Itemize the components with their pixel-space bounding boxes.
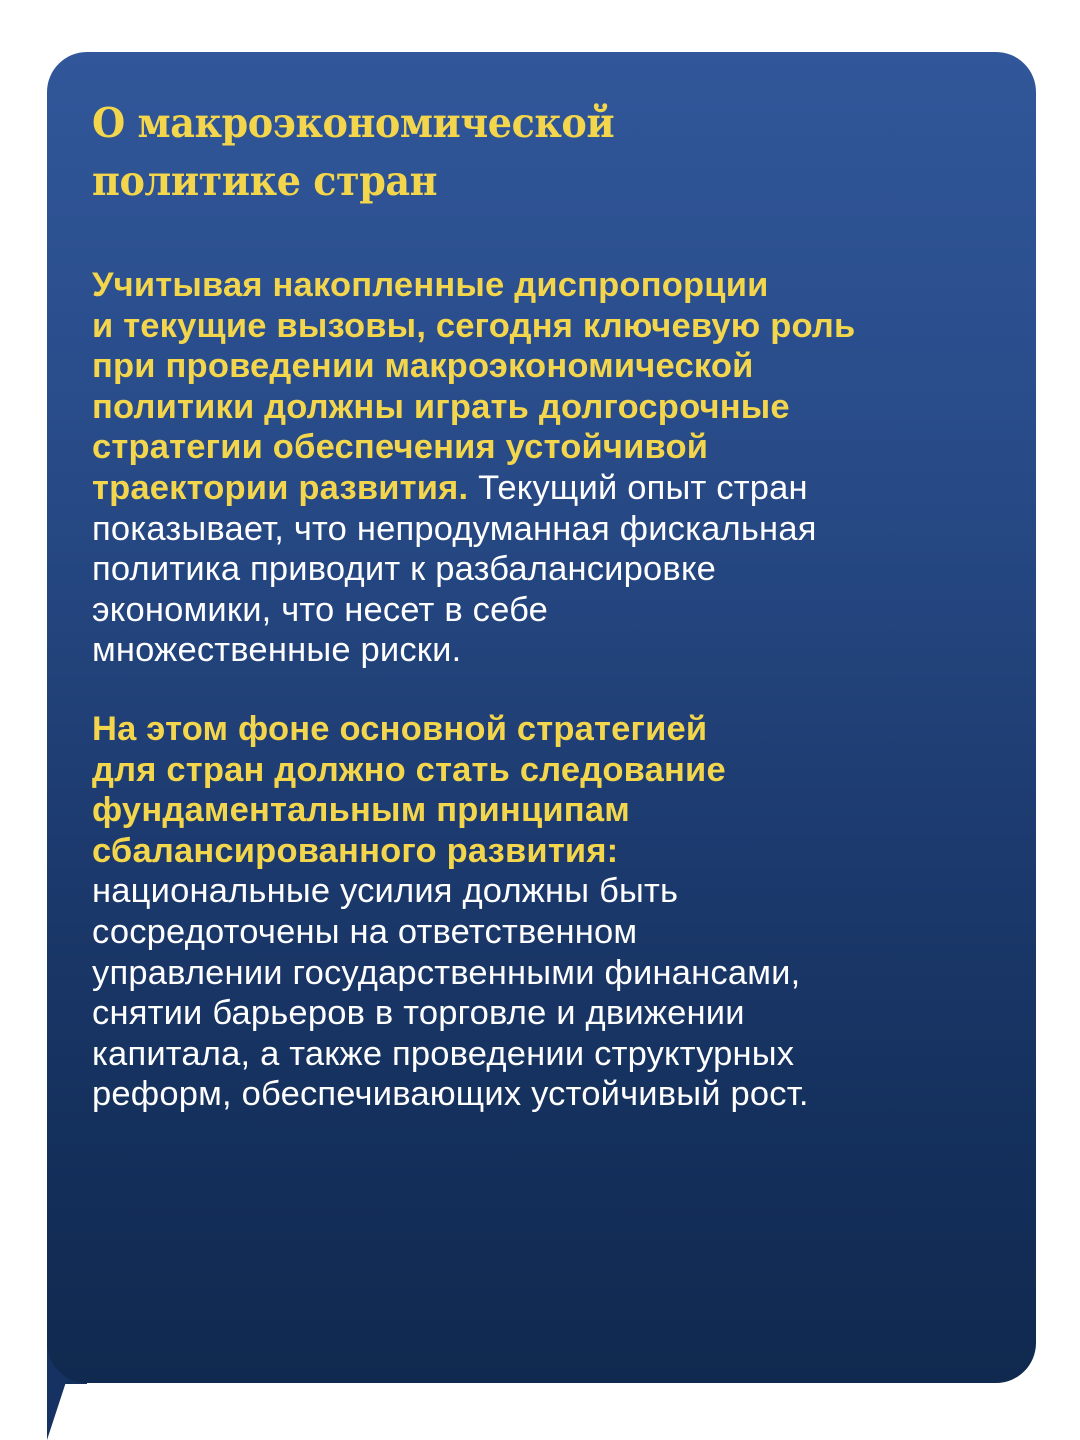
- p1-highlight-line: политики должны играть долгосрочные: [92, 387, 790, 426]
- p2-highlight-line: сбалансированного развития:: [92, 831, 619, 870]
- p2-highlight-line: для стран должно стать следование: [92, 750, 726, 789]
- p2-highlight-line: фундаментальным принципам: [92, 791, 630, 830]
- p1-highlight-line: Учитывая накопленные диспропорции: [92, 266, 769, 304]
- p1-highlight-line: стратегии обеспечения устойчивой: [92, 428, 709, 467]
- title-line-1: О макроэкономической: [92, 99, 615, 147]
- p2-normal-line: управлении государственными финансами,: [92, 953, 801, 992]
- title-line-2: политике стран: [92, 157, 438, 205]
- p1-mixed-line: [92, 468, 1042, 509]
- paragraph-2: [92, 709, 1042, 1115]
- p1-highlight-line: и текущие вызовы, сегодня ключевую роль: [92, 306, 856, 345]
- p1-normal-line: политика приводит к разбалансировке: [92, 550, 717, 589]
- p2-normal-line: капитала, а также проведении структурных: [92, 1034, 795, 1073]
- p2-highlight-line: На этом фоне основной стратегией: [92, 710, 708, 748]
- card-title: [92, 94, 614, 210]
- paragraph-1: [92, 265, 1042, 671]
- p2-normal-line: сосредоточены на ответственном: [92, 912, 638, 951]
- p1-normal-start: Текущий опыт стран: [468, 468, 808, 507]
- p2-normal-line: реформ, обеспечивающих устойчивый рост.: [92, 1075, 809, 1114]
- speech-bubble-card: [47, 52, 1036, 1383]
- p1-highlight-end: траектории развития.: [92, 468, 469, 507]
- p2-normal-line: снятии барьеров в торговле и движении: [92, 994, 745, 1033]
- p2-normal-line: национальные усилия должны быть: [92, 872, 679, 911]
- p1-normal-line: экономики, что несет в себе: [92, 590, 549, 629]
- p1-normal-line: множественные риски.: [92, 631, 462, 670]
- p1-highlight-line: при проведении макроэкономической: [92, 347, 754, 386]
- p1-normal-line: показывает, что непродуманная фискальная: [92, 509, 817, 548]
